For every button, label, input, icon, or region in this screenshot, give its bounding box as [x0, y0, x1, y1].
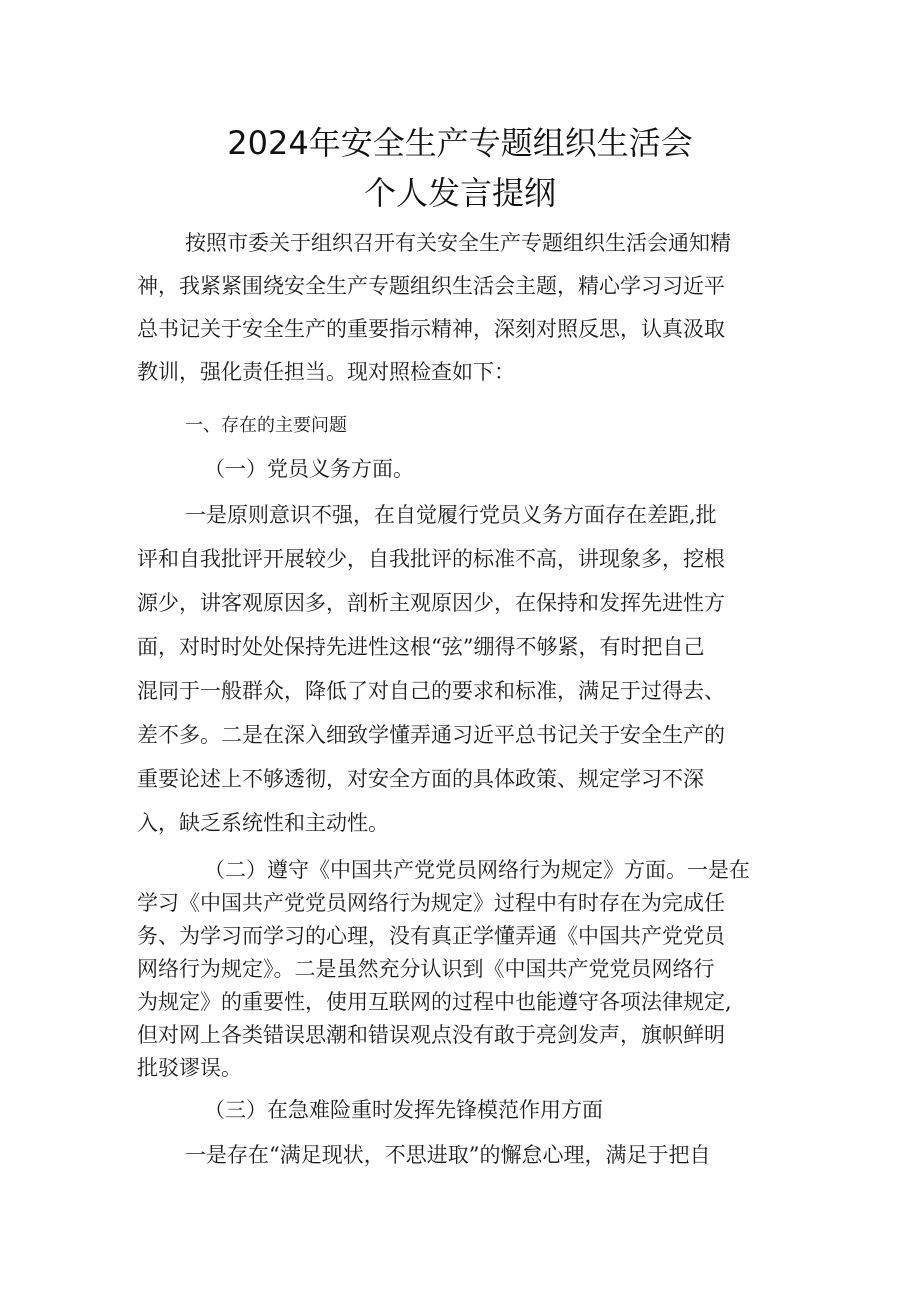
- paragraph-line: 但对网上各类错误思潮和错误观点没有敢于亮剑发声，旗帜鲜明: [137, 1023, 725, 1047]
- paragraph-line: 评和自我批评开展较少，自我批评的标准不高，讲现象多，挖根: [137, 547, 725, 571]
- subsection-heading: （三）在急难险重时发挥先锋模范作用方面: [204, 1098, 603, 1122]
- document-title-line1: 2024年安全生产专题组织生活会: [227, 124, 693, 162]
- intro-line: 教训，强化责任担当。现对照检查如下：: [137, 360, 515, 384]
- paragraph-line: （二）遵守《中国共产党党员网络行为规定》方面。一是在: [204, 858, 750, 882]
- paragraph-line: 一是存在“满足现状，不思进取”的懈怠心理，满足于把自: [185, 1143, 711, 1167]
- paragraph-line: 重要论述上不够透彻，对安全方面的具体政策、规定学习不深: [137, 767, 704, 791]
- paragraph-line: 务、为学习而学习的心理，没有真正学懂弄通《中国共产党党员: [137, 924, 725, 948]
- intro-line: 按照市委关于组织召开有关安全生产专题组织生活会通知精: [185, 231, 731, 255]
- intro-line: 神，我紧紧围绕安全生产专题组织生活会主题，精心学习习近平: [137, 274, 725, 298]
- paragraph-line: 一是原则意识不强，在自觉履行党员义务方面存在差距,批: [185, 503, 717, 527]
- section-heading: 一、存在的主要问题: [185, 415, 347, 436]
- paragraph-line: 源少，讲客观原因多，剖析主观原因少，在保持和发挥先进性方: [137, 591, 725, 615]
- paragraph-line: 学习《中国共产党党员网络行为规定》过程中有时存在为完成任: [137, 891, 725, 915]
- paragraph-line: 网络行为规定》。二是虽然充分认识到《中国共产党党员网络行: [137, 957, 715, 981]
- subsection-heading: （一）党员义务方面。: [204, 457, 414, 481]
- paragraph-line: 批驳谬误。: [137, 1056, 242, 1080]
- paragraph-line: 混同于一般群众，降低了对自己的要求和标准，满足于过得去、: [137, 679, 725, 703]
- paragraph-line: 面，对时时处处保持先进性这根“弦”绷得不够紧，有时把自己: [137, 635, 705, 659]
- document-title-line2: 个人发言提纲: [363, 174, 556, 212]
- paragraph-line: 为规定》的重要性，使用互联网的过程中也能遵守各项法律规定,: [137, 990, 732, 1014]
- paragraph-line: 入，缺乏系统性和主动性。: [137, 811, 389, 835]
- intro-line: 总书记关于安全生产的重要指示精神，深刻对照反思，认真汲取: [137, 317, 725, 341]
- paragraph-line: 差不多。二是在深入细致学懂弄通习近平总书记关于安全生产的: [137, 723, 725, 747]
